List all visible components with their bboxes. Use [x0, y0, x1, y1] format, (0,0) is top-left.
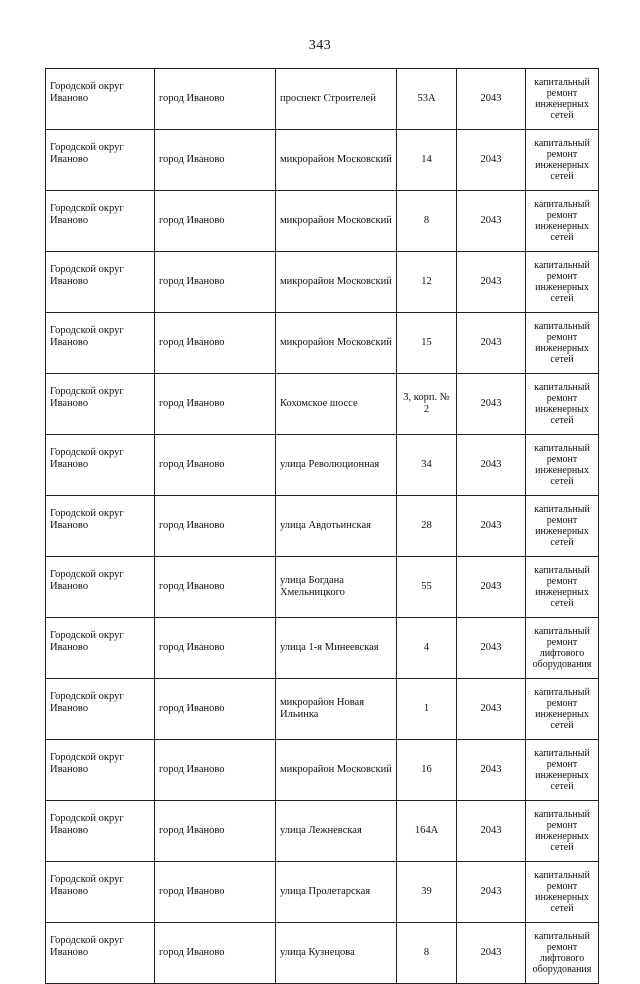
work-type-cell: капитальный ремонт инженерных сетей	[526, 496, 599, 557]
table-row	[46, 191, 599, 252]
house-number-cell: 39	[397, 862, 457, 923]
district-cell: Городской округ Иваново	[46, 69, 155, 130]
year-cell: 2043	[457, 130, 526, 191]
street-cell: улица 1-я Минеевская	[276, 618, 397, 679]
house-number-cell: 55	[397, 557, 457, 618]
work-type-cell: капитальный ремонт инженерных сетей	[526, 679, 599, 740]
year-cell: 2043	[457, 862, 526, 923]
table-row	[46, 69, 599, 130]
table-row	[46, 496, 599, 557]
house-number-cell: 8	[397, 191, 457, 252]
street-cell: микрорайон Московский	[276, 130, 397, 191]
district-cell: Городской округ Иваново	[46, 557, 155, 618]
city-cell: город Иваново	[155, 557, 276, 618]
city-cell: город Иваново	[155, 862, 276, 923]
year-cell: 2043	[457, 435, 526, 496]
year-cell: 2043	[457, 69, 526, 130]
year-cell: 2043	[457, 252, 526, 313]
work-type-cell: капитальный ремонт инженерных сетей	[526, 801, 599, 862]
work-type-cell: капитальный ремонт инженерных сетей	[526, 374, 599, 435]
city-cell: город Иваново	[155, 374, 276, 435]
table-row	[46, 130, 599, 191]
city-cell: город Иваново	[155, 191, 276, 252]
street-cell: микрорайон Московский	[276, 252, 397, 313]
street-cell: улица Революционная	[276, 435, 397, 496]
street-cell: проспект Строителей	[276, 69, 397, 130]
house-number-cell: 1	[397, 679, 457, 740]
district-cell: Городской округ Иваново	[46, 374, 155, 435]
city-cell: город Иваново	[155, 130, 276, 191]
house-number-cell: 3, корп. № 2	[397, 374, 457, 435]
year-cell: 2043	[457, 923, 526, 984]
work-type-cell: капитальный ремонт инженерных сетей	[526, 313, 599, 374]
city-cell: город Иваново	[155, 252, 276, 313]
year-cell: 2043	[457, 618, 526, 679]
street-cell: улица Кузнецова	[276, 923, 397, 984]
table-row	[46, 679, 599, 740]
street-cell: улица Авдотьинская	[276, 496, 397, 557]
district-cell: Городской округ Иваново	[46, 618, 155, 679]
year-cell: 2043	[457, 801, 526, 862]
district-cell: Городской округ Иваново	[46, 923, 155, 984]
table-row	[46, 740, 599, 801]
district-cell: Городской округ Иваново	[46, 435, 155, 496]
district-cell: Городской округ Иваново	[46, 252, 155, 313]
year-cell: 2043	[457, 740, 526, 801]
work-type-cell: капитальный ремонт инженерных сетей	[526, 862, 599, 923]
city-cell: город Иваново	[155, 618, 276, 679]
table-row	[46, 801, 599, 862]
year-cell: 2043	[457, 557, 526, 618]
house-number-cell: 16	[397, 740, 457, 801]
city-cell: город Иваново	[155, 923, 276, 984]
street-cell: микрорайон Московский	[276, 313, 397, 374]
table-row	[46, 435, 599, 496]
year-cell: 2043	[457, 313, 526, 374]
street-cell: улица Лежневская	[276, 801, 397, 862]
year-cell: 2043	[457, 679, 526, 740]
city-cell: город Иваново	[155, 313, 276, 374]
work-type-cell: капитальный ремонт инженерных сетей	[526, 740, 599, 801]
street-cell: Кохомское шоссе	[276, 374, 397, 435]
table-row	[46, 374, 599, 435]
work-type-cell: капитальный ремонт лифтового оборудования	[526, 923, 599, 984]
table-row	[46, 252, 599, 313]
house-number-cell: 4	[397, 618, 457, 679]
table-row	[46, 923, 599, 984]
street-cell: улица Пролетарская	[276, 862, 397, 923]
street-cell: микрорайон Новая Ильинка	[276, 679, 397, 740]
table-row	[46, 862, 599, 923]
year-cell: 2043	[457, 191, 526, 252]
house-number-cell: 28	[397, 496, 457, 557]
year-cell: 2043	[457, 374, 526, 435]
work-type-cell: капитальный ремонт инженерных сетей	[526, 130, 599, 191]
district-cell: Городской округ Иваново	[46, 679, 155, 740]
city-cell: город Иваново	[155, 69, 276, 130]
work-type-cell: капитальный ремонт инженерных сетей	[526, 69, 599, 130]
table-row	[46, 313, 599, 374]
work-type-cell: капитальный ремонт лифтового оборудования	[526, 618, 599, 679]
year-cell: 2043	[457, 496, 526, 557]
registry-table	[45, 68, 599, 984]
work-type-cell: капитальный ремонт инженерных сетей	[526, 252, 599, 313]
street-cell: микрорайон Московский	[276, 740, 397, 801]
house-number-cell: 15	[397, 313, 457, 374]
district-cell: Городской округ Иваново	[46, 130, 155, 191]
house-number-cell: 53А	[397, 69, 457, 130]
district-cell: Городской округ Иваново	[46, 740, 155, 801]
house-number-cell: 12	[397, 252, 457, 313]
work-type-cell: капитальный ремонт инженерных сетей	[526, 435, 599, 496]
district-cell: Городской округ Иваново	[46, 496, 155, 557]
street-cell: микрорайон Московский	[276, 191, 397, 252]
house-number-cell: 164А	[397, 801, 457, 862]
house-number-cell: 8	[397, 923, 457, 984]
district-cell: Городской округ Иваново	[46, 801, 155, 862]
city-cell: город Иваново	[155, 435, 276, 496]
work-type-cell: капитальный ремонт инженерных сетей	[526, 191, 599, 252]
work-type-cell: капитальный ремонт инженерных сетей	[526, 557, 599, 618]
table-row	[46, 618, 599, 679]
house-number-cell: 34	[397, 435, 457, 496]
city-cell: город Иваново	[155, 679, 276, 740]
house-number-cell: 14	[397, 130, 457, 191]
district-cell: Городской округ Иваново	[46, 862, 155, 923]
district-cell: Городской округ Иваново	[46, 191, 155, 252]
city-cell: город Иваново	[155, 496, 276, 557]
page-number: 343	[308, 38, 332, 53]
table-row	[46, 557, 599, 618]
city-cell: город Иваново	[155, 801, 276, 862]
street-cell: улица Богдана Хмельницкого	[276, 557, 397, 618]
registry-table-body	[46, 69, 599, 984]
city-cell: город Иваново	[155, 740, 276, 801]
district-cell: Городской округ Иваново	[46, 313, 155, 374]
